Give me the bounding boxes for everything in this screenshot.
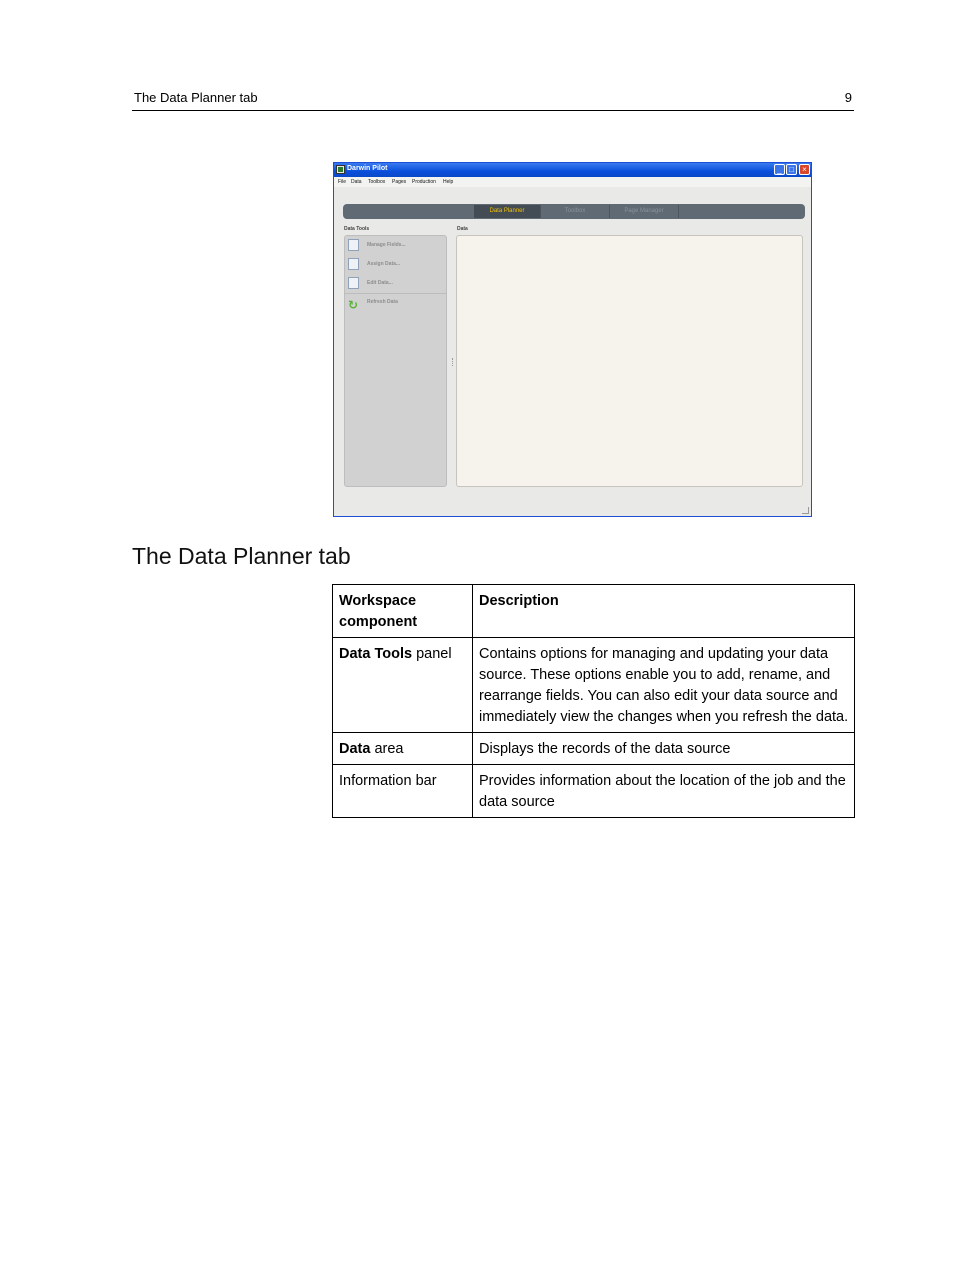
component-name-bold: Data Tools: [339, 646, 413, 662]
assign-data-tool[interactable]: [348, 258, 443, 272]
maximize-icon[interactable]: □: [786, 164, 797, 175]
panel-splitter[interactable]: [452, 358, 455, 366]
manage-fields-label: Manage Fields...: [367, 242, 406, 248]
menu-data[interactable]: Data: [351, 179, 362, 185]
column-header-description: Description: [473, 585, 855, 638]
data-tools-panel: [344, 235, 447, 487]
menu-help[interactable]: Help: [443, 179, 454, 185]
tab-page-manager[interactable]: Page Manager: [609, 205, 679, 218]
refresh-data-tool[interactable]: [348, 296, 443, 310]
running-header: [132, 90, 854, 111]
table-row: [333, 733, 855, 765]
refresh-icon: [348, 296, 359, 308]
data-tools-label: Data Tools: [344, 226, 370, 232]
edit-data-tool[interactable]: [348, 277, 443, 291]
refresh-data-label: Refresh Data: [367, 299, 398, 305]
menu-toolbox[interactable]: Toolbox: [368, 179, 386, 185]
close-icon[interactable]: ×: [799, 164, 810, 175]
window-title: Darwin Pilot: [347, 165, 388, 172]
app-window-screenshot: [333, 162, 812, 517]
menu-production[interactable]: Production: [412, 179, 436, 185]
description-cell: Displays the records of the data source: [473, 733, 855, 765]
manage-fields-tool[interactable]: [348, 239, 443, 253]
minimize-icon[interactable]: _: [774, 164, 785, 175]
data-label: Data: [457, 226, 468, 232]
edit-data-icon: [348, 277, 359, 289]
data-area: [456, 235, 803, 487]
component-cell: [333, 733, 473, 765]
assign-data-icon: [348, 258, 359, 270]
component-name-bold: Data: [339, 741, 371, 757]
component-cell: [333, 765, 473, 818]
menu-bar: [334, 177, 811, 187]
component-name-rest: Information bar: [339, 773, 437, 789]
edit-data-label: Edit Data...: [367, 280, 393, 286]
manage-fields-icon: [348, 239, 359, 251]
page-number: 9: [844, 90, 852, 105]
component-name-rest: panel: [412, 646, 452, 662]
resize-grip-icon[interactable]: [802, 507, 809, 514]
section-heading: The Data Planner tab: [132, 543, 351, 569]
description-cell: Provides information about the location of the job and the data source: [473, 765, 855, 818]
table-row: [333, 638, 855, 733]
workspace-tab-bar: [343, 204, 805, 219]
menu-file[interactable]: File: [338, 179, 347, 185]
description-cell: Contains options for managing and updating your data source. These options enable you to add, rename, and rearrange fields. You can also edit your data source and immediately view the changes when you refresh the data.: [473, 638, 855, 733]
tab-toolbox[interactable]: Toolbox: [540, 205, 609, 218]
column-header-component: Workspace component: [333, 585, 473, 638]
app-icon: [336, 165, 345, 174]
table-header-row: [333, 585, 855, 638]
running-header-title: The Data Planner tab: [134, 90, 258, 105]
workspace-components-table: [332, 584, 855, 818]
window-titlebar: [334, 163, 811, 177]
tab-data-planner[interactable]: Data Planner: [474, 205, 540, 218]
table-row: [333, 765, 855, 818]
component-cell: [333, 638, 473, 733]
assign-data-label: Assign Data...: [367, 261, 401, 267]
tools-divider: [345, 293, 446, 294]
component-name-rest: area: [370, 741, 404, 757]
menu-pages[interactable]: Pages: [392, 179, 407, 185]
